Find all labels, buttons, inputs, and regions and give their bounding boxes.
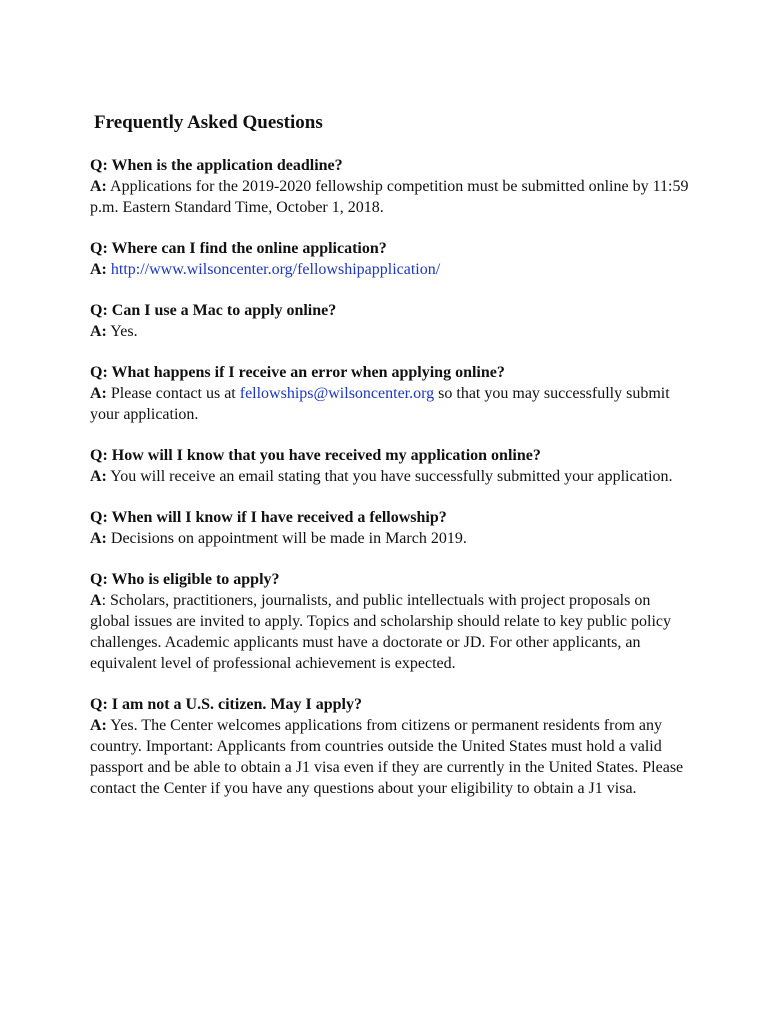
faq-item [90, 300, 690, 342]
faq-item [90, 507, 690, 549]
answer-label: A: [90, 468, 107, 485]
faq-item [90, 569, 690, 674]
faq-question: Q: How will I know that you have received my application online? [90, 447, 541, 464]
faq-answer [90, 528, 690, 549]
answer-text: : Scholars, practitioners, journalists, and public intellectuals with project proposals on global issues are invited to apply. Topics and scholarship should relate to key public policy challenges. Academic applicants must have a doctorate or JD. For other applicants, an equivalent level of professional achievement is expected. [90, 592, 671, 672]
answer-label: A [90, 592, 102, 609]
faq-question: Q: What happens if I receive an error when applying online? [90, 364, 505, 381]
answer-label: A: [90, 717, 107, 734]
answer-text: Applications for the 2019-2020 fellowship competition must be submitted online by 11:59 p.m. Eastern Standard Time, October 1, 2018. [90, 178, 689, 216]
faq-answer [90, 321, 690, 342]
faq-item [90, 694, 690, 799]
answer-text: Yes. [106, 323, 138, 340]
answer-label: A: [90, 323, 107, 340]
faq-item [90, 445, 690, 487]
faq-item [90, 238, 690, 280]
answer-text: You will receive an email stating that you have successfully submitted your application. [106, 468, 673, 485]
faq-question: Q: Who is eligible to apply? [90, 571, 280, 588]
faq-answer [90, 259, 690, 280]
faq-answer [90, 466, 690, 487]
application-url-link[interactable]: http://www.wilsoncenter.org/fellowshipapplication/ [110, 261, 441, 278]
faq-answer [90, 715, 690, 799]
answer-text: Decisions on appointment will be made in March 2019. [106, 530, 467, 547]
faq-answer [90, 176, 690, 218]
answer-label: A: [90, 385, 107, 402]
faq-question: Q: Where can I find the online application? [90, 240, 387, 257]
faq-item [90, 362, 690, 425]
answer-text-after: so that you may successfully submit your application. [90, 385, 670, 423]
email-link[interactable]: fellowships@wilsoncenter.org [239, 385, 435, 402]
answer-label: A: [90, 261, 107, 278]
faq-question: Q: When will I know if I have received a fellowship? [90, 509, 447, 526]
faq-question: Q: Can I use a Mac to apply online? [90, 302, 337, 319]
faq-question: Q: When is the application deadline? [90, 157, 343, 174]
faq-answer [90, 590, 690, 674]
faq-question: Q: I am not a U.S. citizen. May I apply? [90, 696, 362, 713]
page-title: Frequently Asked Questions [94, 112, 323, 133]
faq-answer [90, 383, 690, 425]
answer-text: Yes. The Center welcomes applications from citizens or permanent residents from any country. Important: Applicants from countries outside the United States must hold a valid passport and be able to obtain a J1 visa even if they are currently in the United States. Please contact the Center if you have any questions about your eligibility to obtain a J1 visa. [90, 717, 684, 797]
answer-label: A: [90, 178, 107, 195]
document-page [90, 110, 690, 819]
answer-text: Please contact us at [106, 385, 240, 402]
faq-item [90, 155, 690, 218]
faq-list [90, 155, 690, 799]
answer-label: A: [90, 530, 107, 547]
